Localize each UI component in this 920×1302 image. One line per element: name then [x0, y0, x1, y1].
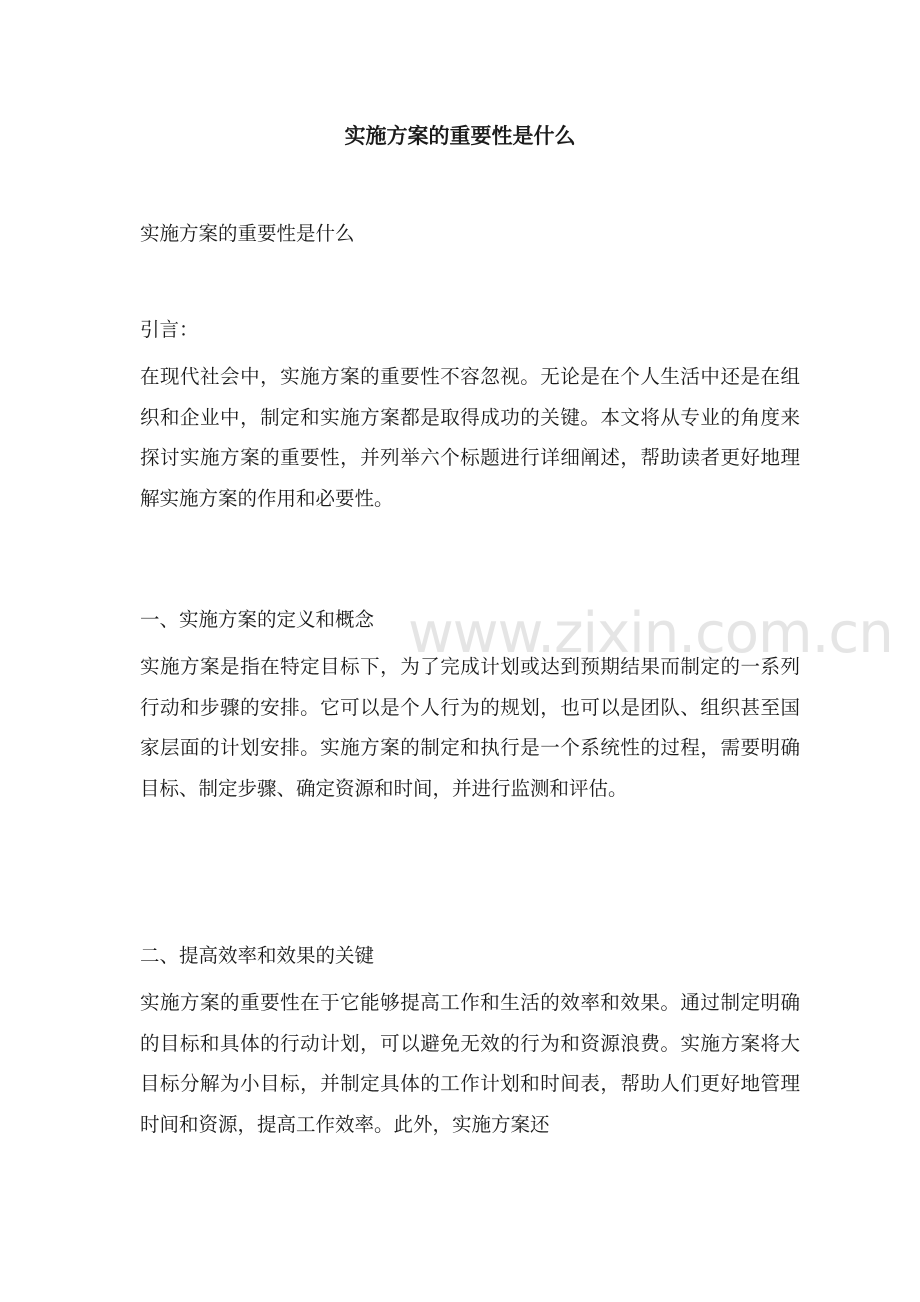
section-2-paragraph: 实施方案的重要性在于它能够提高工作和生活的效率和效果。通过制定明确的目标和具体的行动计划，可以避免无效的行为和资源浪费。实施方案将大目标分解为小目标，并制定具体的工作计划和时间表，帮助人们更好地管理时间和资源，提高工作效率。此外，实施方案还	[140, 991, 800, 1136]
section-2-heading: 二、提高效率和效果的关键	[140, 944, 375, 967]
watermark-text: www.zixin.com.cn	[408, 601, 893, 666]
document-subtitle: 实施方案的重要性是什么	[140, 222, 355, 245]
section-1-paragraph: 实施方案是指在特定目标下，为了完成计划或达到预期结果而制定的一系列行动和步骤的安排。它可以是个人行为的规划，也可以是团队、组织甚至国家层面的计划安排。实施方案的制定和执行是一个系统性的过程，需要明确目标、制定步骤、确定资源和时间，并进行监测和评估。	[140, 655, 800, 800]
section-1-heading: 一、实施方案的定义和概念	[140, 608, 375, 631]
intro-paragraph: 在现代社会中，实施方案的重要性不容忽视。无论是在个人生活中还是在组织和企业中，制定和实施方案都是取得成功的关键。本文将从专业的角度来探讨实施方案的重要性，并列举六个标题进行详细阐述，帮助读者更好地理解实施方案的作用和必要性。	[140, 365, 800, 510]
intro-heading: 引言：	[140, 318, 199, 341]
document-title: 实施方案的重要性是什么	[344, 123, 576, 148]
